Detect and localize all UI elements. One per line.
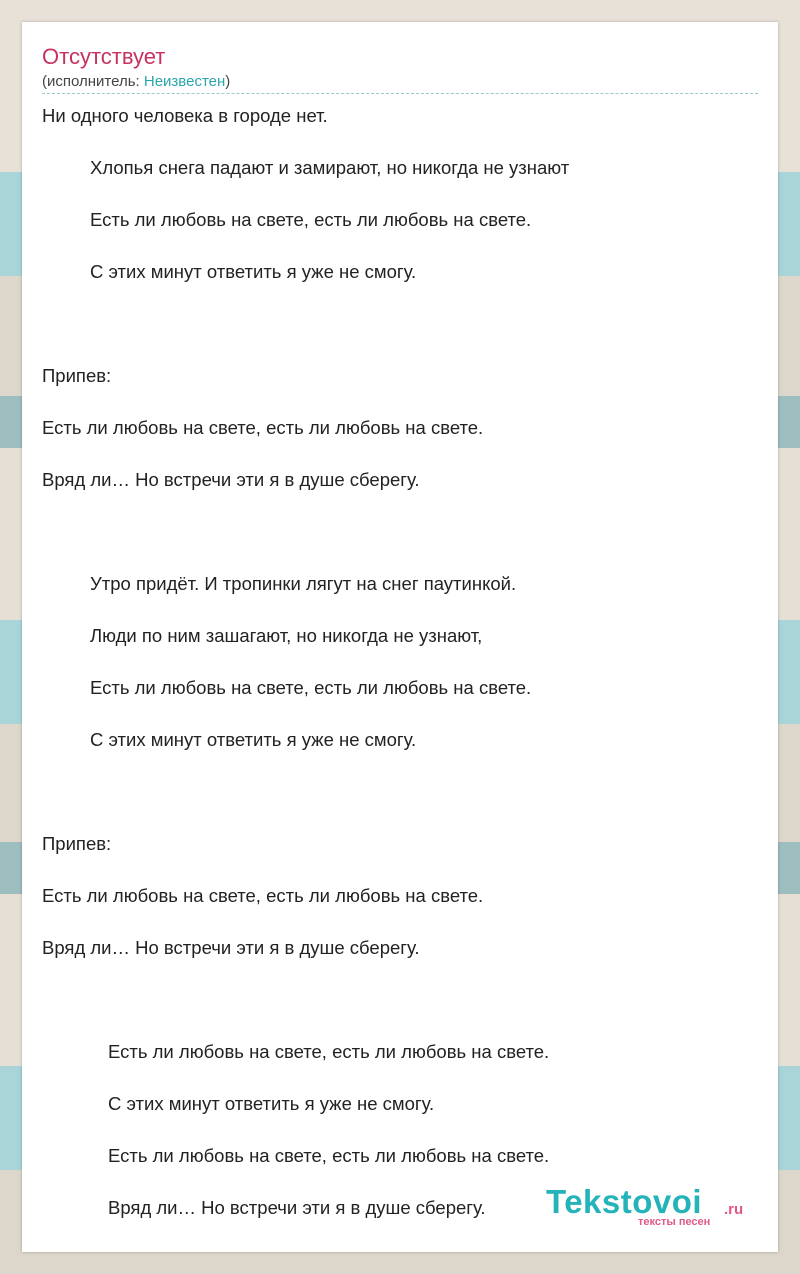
lyric-line: Ни одного человека в городе нет. [42,105,328,126]
performer-link[interactable]: Неизвестен [143,73,226,90]
chorus-label: Припев: [42,365,112,386]
lyric-line: Есть ли любовь на свете, есть ли любовь на свете. [90,209,532,230]
song-title: Отсутствует [42,44,166,69]
site-logo[interactable] [546,1183,756,1231]
lyric-line: С этих минут ответить я уже не смогу. [90,261,417,282]
performer-prefix: (исполнитель: [42,73,144,90]
lyrics-card [22,22,778,1252]
lyric-line: Есть ли любовь на свете, есть ли любовь на свете. [108,1145,550,1166]
header-divider [42,93,758,94]
performer-line [42,73,230,90]
lyric-line: Вряд ли… Но встречи эти я в душе сберегу. [42,469,420,490]
logo-name: Tekstovoi [546,1183,703,1220]
lyric-line: Есть ли любовь на свете, есть ли любовь на свете. [42,417,484,438]
lyric-line: С этих минут ответить я уже не смогу. [108,1093,435,1114]
lyric-line: Есть ли любовь на свете, есть ли любовь на свете. [42,885,484,906]
lyric-line: Утро придёт. И тропинки лягут на снег паутинкой. [90,573,517,594]
performer-suffix: ) [225,73,231,90]
stanza-gap [42,312,758,364]
lyric-line: Вряд ли… Но встречи эти я в душе сберегу. [108,1197,486,1218]
logo-tld: .ru [724,1201,744,1218]
chorus-label: Припев: [42,833,112,854]
lyric-line: Люди по ним зашагают, но никогда не узнают, [90,625,483,646]
lyric-line: С этих минут ответить я уже не смогу. [90,729,417,750]
lyric-line: Есть ли любовь на свете, есть ли любовь на свете. [108,1041,550,1062]
lyric-line: Хлопья снега падают и замирают, но никогда не узнают [90,157,570,178]
lyric-line: Вряд ли… Но встречи эти я в душе сберегу. [42,937,420,958]
stanza-gap [42,780,758,832]
logo-tagline: тексты песен [638,1216,711,1228]
lyric-line: Есть ли любовь на свете, есть ли любовь на свете. [90,677,532,698]
lyrics-body [42,104,758,1248]
stanza-gap [42,988,758,1040]
stanza-gap [42,520,758,572]
